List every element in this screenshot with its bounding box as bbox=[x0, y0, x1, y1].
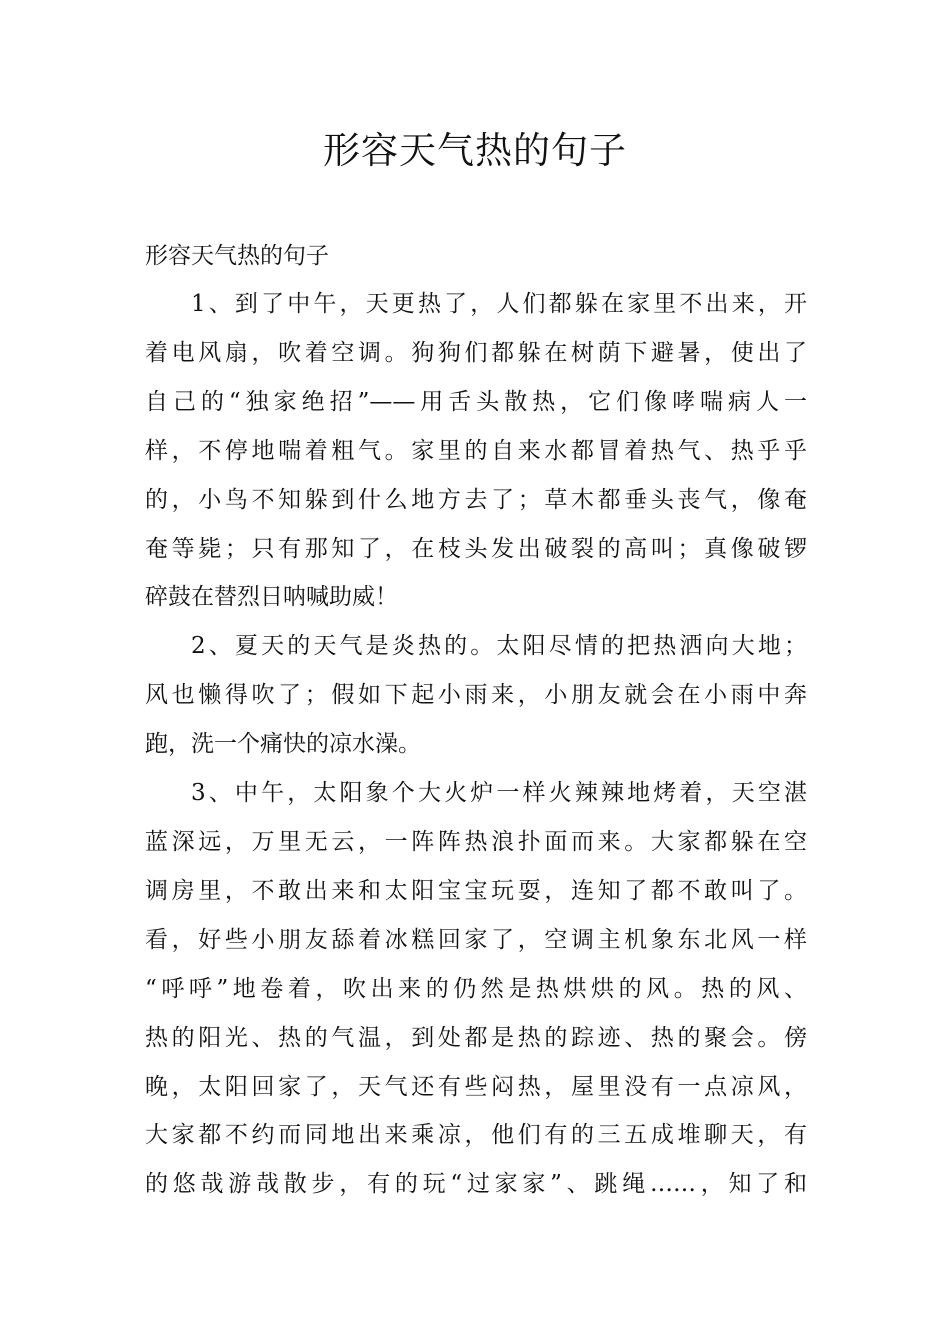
paragraph-line: 样，不停地喘着粗气。家里的自来水都冒着热气、热乎乎 bbox=[145, 437, 807, 464]
paragraph-line: “呼呼”地卷着，吹出来的仍然是热烘烘的风。热的风、 bbox=[145, 975, 807, 1002]
paragraph-line: 自己的“独家绝招”——用舌头散热，它们像哮喘病人一 bbox=[145, 388, 807, 415]
paragraph-line: 2、夏天的天气是炎热的。太阳尽情的把热洒向大地； bbox=[191, 633, 807, 660]
paragraph-line: 跑，洗一个痛快的凉水澡。 bbox=[145, 731, 421, 758]
paragraph-line: 风也懒得吹了；假如下起小雨来，小朋友就会在小雨中奔 bbox=[145, 682, 807, 709]
paragraph-line: 热的阳光、热的气温，到处都是热的踪迹、热的聚会。傍 bbox=[145, 1024, 807, 1051]
paragraph-line: 奄等毙；只有那知了，在枝头发出破裂的高叫；真像破锣 bbox=[145, 535, 807, 562]
paragraph-line: 的悠哉游哉散步，有的玩“过家家”、跳绳……，知了和 bbox=[145, 1171, 807, 1198]
paragraph-line: 看，好些小朋友舔着冰糕回家了，空调主机象东北风一样 bbox=[145, 926, 807, 953]
paragraph-line: 碎鼓在替烈日呐喊助威！ bbox=[145, 584, 398, 611]
paragraph-line: 3、中午，太阳象个大火炉一样火辣辣地烤着，天空湛 bbox=[191, 780, 807, 807]
paragraph-line: 蓝深远，万里无云，一阵阵热浪扑面而来。大家都躲在空 bbox=[145, 828, 807, 855]
paragraph-line: 1、到了中午，天更热了，人们都躲在家里不出来，开 bbox=[191, 291, 807, 317]
paragraph-line: 大家都不约而同地出来乘凉，他们有的三五成堆聊天，有 bbox=[145, 1122, 807, 1149]
paragraph-2 bbox=[145, 622, 807, 769]
paragraph-line: 晚，太阳回家了，天气还有些闷热，屋里没有一点凉风， bbox=[145, 1073, 807, 1100]
document-title: 形容天气热的句子 bbox=[323, 129, 627, 172]
paragraph-line: 的，小鸟不知躲到什么地方去了；草木都垂头丧气，像奄 bbox=[145, 486, 807, 513]
paragraph-line: 调房里，不敢出来和太阳宝宝玩耍，连知了都不敢叫了。 bbox=[145, 877, 807, 904]
subheading: 形容天气热的句子 bbox=[145, 243, 329, 269]
paragraph-line: 着电风扇，吹着空调。狗狗们都躲在树荫下避暑，使出了 bbox=[145, 339, 807, 366]
paragraph-1 bbox=[145, 280, 807, 622]
paragraph-3 bbox=[145, 769, 807, 1209]
document-body bbox=[145, 232, 807, 1209]
